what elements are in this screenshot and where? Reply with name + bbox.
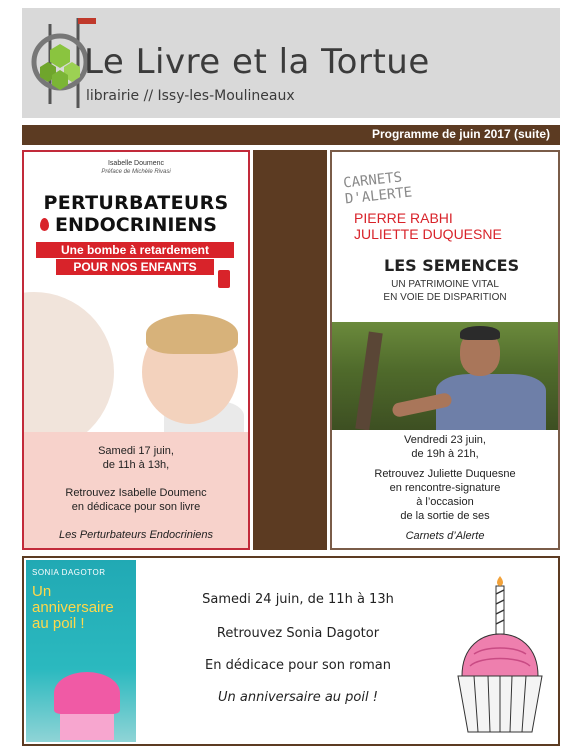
site-subtitle: librairie // Issy-les-Moulineaux [86,88,295,104]
cover-subtitle [332,278,558,304]
event1-line2: en dédicace pour son livre [71,501,201,513]
book-cover-semences [332,152,558,430]
event3-line3: En dédicace pour son roman [205,658,391,673]
book-cover-perturbateurs [24,152,248,432]
event2-time: de 19h à 21h, [411,448,479,460]
cupcake-base-image [60,710,114,740]
event-card-doumenc [22,150,250,550]
event1-line1: Retrouvez Isabelle Doumenc [65,487,207,499]
site-title: Le Livre et la Tortue [84,42,430,82]
cover-preface: Préface de Michèle Rivasi [101,169,171,175]
farmer-photo [332,322,558,430]
cover-title-line2: ENDOCRINIENS [55,214,217,236]
program-banner [22,125,560,145]
event1-book-title: Les Perturbateurs Endocriniens [58,529,214,541]
event2-book-title: Carnets d’Alerte [405,530,485,542]
cover-title: LES SEMENCES [384,256,520,275]
spray-bottle-icon [218,270,230,288]
event2-date: Vendredi 23 juin, [404,434,486,446]
event2-line2: en rencontre-signature [389,482,501,494]
shirt-image [436,374,546,430]
cover-series: CARNETS D'ALERTE [342,169,413,208]
event-card-duquesne [330,150,560,550]
event3-line2: Retrouvez Sonia Dagotor [216,626,380,641]
event1-date: Samedi 17 juin, [98,445,174,457]
cover-band-2: POUR NOS ENFANTS [56,259,214,275]
cupcake-candle-icon [452,576,548,736]
event2-line3: à l’occasion [416,496,474,508]
cover-title: Un anniversaire au poil ! [32,583,114,632]
cover-author: Isabelle Doumenc [107,160,165,167]
cover-authors: PIERRE RABHI JULIETTE DUQUESNE [354,210,502,242]
event3-date: Samedi 24 juin, de 11h à 13h [202,592,394,607]
cover-subtitle-line2: EN VOIE DE DISPARITION [383,292,507,303]
baby-hair-image [146,314,238,354]
tree-trunk-image [355,332,383,430]
cover-band-1: Une bombe à retardement [36,242,234,258]
hair-image [460,326,500,340]
event2-line4: de la sortie de ses [400,510,490,522]
program-banner-text: Programme de juin 2017 (suite) [371,127,550,141]
cover-subtitle-line1: UN PATRIMOINE VITAL [391,279,499,290]
divider-column [253,150,327,550]
event2-line1: Retrouvez Juliette Duquesne [374,468,516,480]
cupcake-frosting-image [54,672,120,714]
cover-author: SONIA DAGOTOR [32,568,106,577]
event1-time: de 11h à 13h, [102,459,170,471]
book-cover-anniversaire [26,560,136,742]
event-card-dagotor [22,556,560,746]
event3-book-title: Un anniversaire au poil ! [218,690,378,705]
cover-title-line1: PERTURBATEURS [43,192,229,214]
pregnant-belly-image [24,292,114,432]
header [22,8,560,118]
